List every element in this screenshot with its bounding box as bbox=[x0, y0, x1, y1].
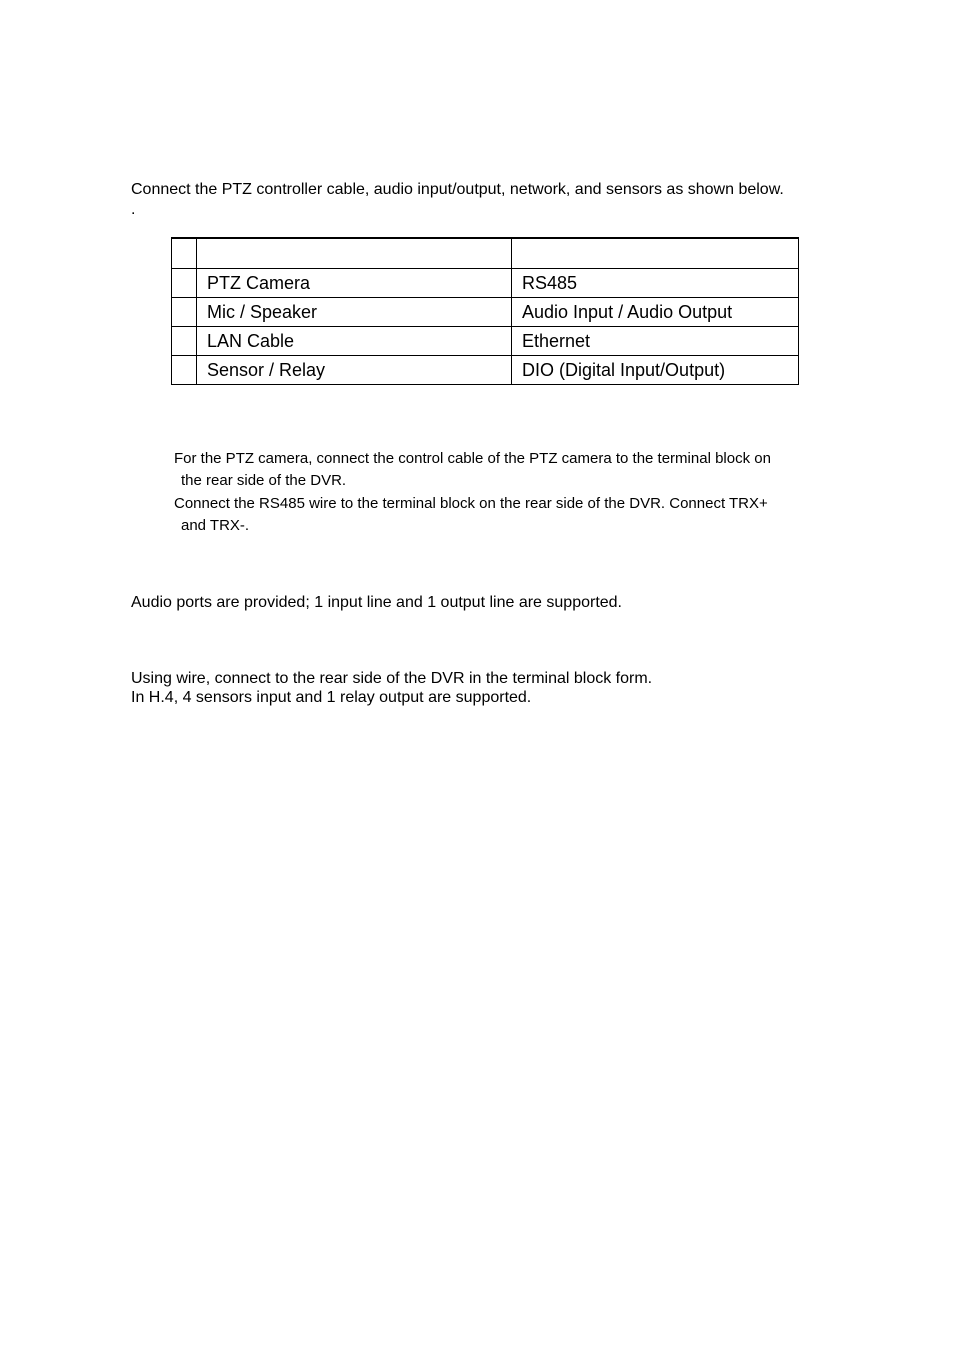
ptz-note-2 bbox=[174, 493, 768, 537]
ptz-note-1 bbox=[174, 448, 771, 492]
row-port: DIO (Digital Input/Output) bbox=[512, 356, 799, 385]
table-row bbox=[172, 327, 799, 356]
ptz-note-2-line2: and TRX-. bbox=[181, 517, 250, 534]
row-port: RS485 bbox=[512, 269, 799, 298]
row-number bbox=[172, 269, 197, 298]
row-number bbox=[172, 327, 197, 356]
row-number bbox=[172, 356, 197, 385]
audio-text: Audio ports are provided; 1 input line and 1 output line are supported. bbox=[131, 594, 622, 611]
table-row bbox=[172, 269, 799, 298]
row-port: Ethernet bbox=[512, 327, 799, 356]
row-port: Audio Input / Audio Output bbox=[512, 298, 799, 327]
sensor-text-line2: In H.4, 4 sensors input and 1 relay output are supported. bbox=[131, 689, 532, 706]
sensor-text-line1: Using wire, connect to the rear side of the DVR in the terminal block form. bbox=[131, 670, 653, 687]
table-row bbox=[172, 356, 799, 385]
ptz-note-2-line1: Connect the RS485 wire to the terminal block on the rear side of the DVR. Connect TRX+ bbox=[174, 495, 768, 512]
header-cell-device bbox=[197, 238, 512, 269]
header-cell-number bbox=[172, 238, 197, 269]
intro-dot: . bbox=[131, 201, 136, 218]
row-number bbox=[172, 298, 197, 327]
connection-table bbox=[171, 237, 799, 385]
row-device: Sensor / Relay bbox=[197, 356, 512, 385]
table-header-row bbox=[172, 238, 799, 269]
row-device: PTZ Camera bbox=[197, 269, 512, 298]
intro-text: Connect the PTZ controller cable, audio input/output, network, and sensors as shown below. bbox=[131, 181, 784, 198]
header-cell-port bbox=[512, 238, 799, 269]
table-row bbox=[172, 298, 799, 327]
ptz-note-1-line1: For the PTZ camera, connect the control cable of the PTZ camera to the terminal block on bbox=[174, 450, 771, 467]
ptz-note-1-line2: the rear side of the DVR. bbox=[181, 472, 347, 489]
row-device: Mic / Speaker bbox=[197, 298, 512, 327]
row-device: LAN Cable bbox=[197, 327, 512, 356]
